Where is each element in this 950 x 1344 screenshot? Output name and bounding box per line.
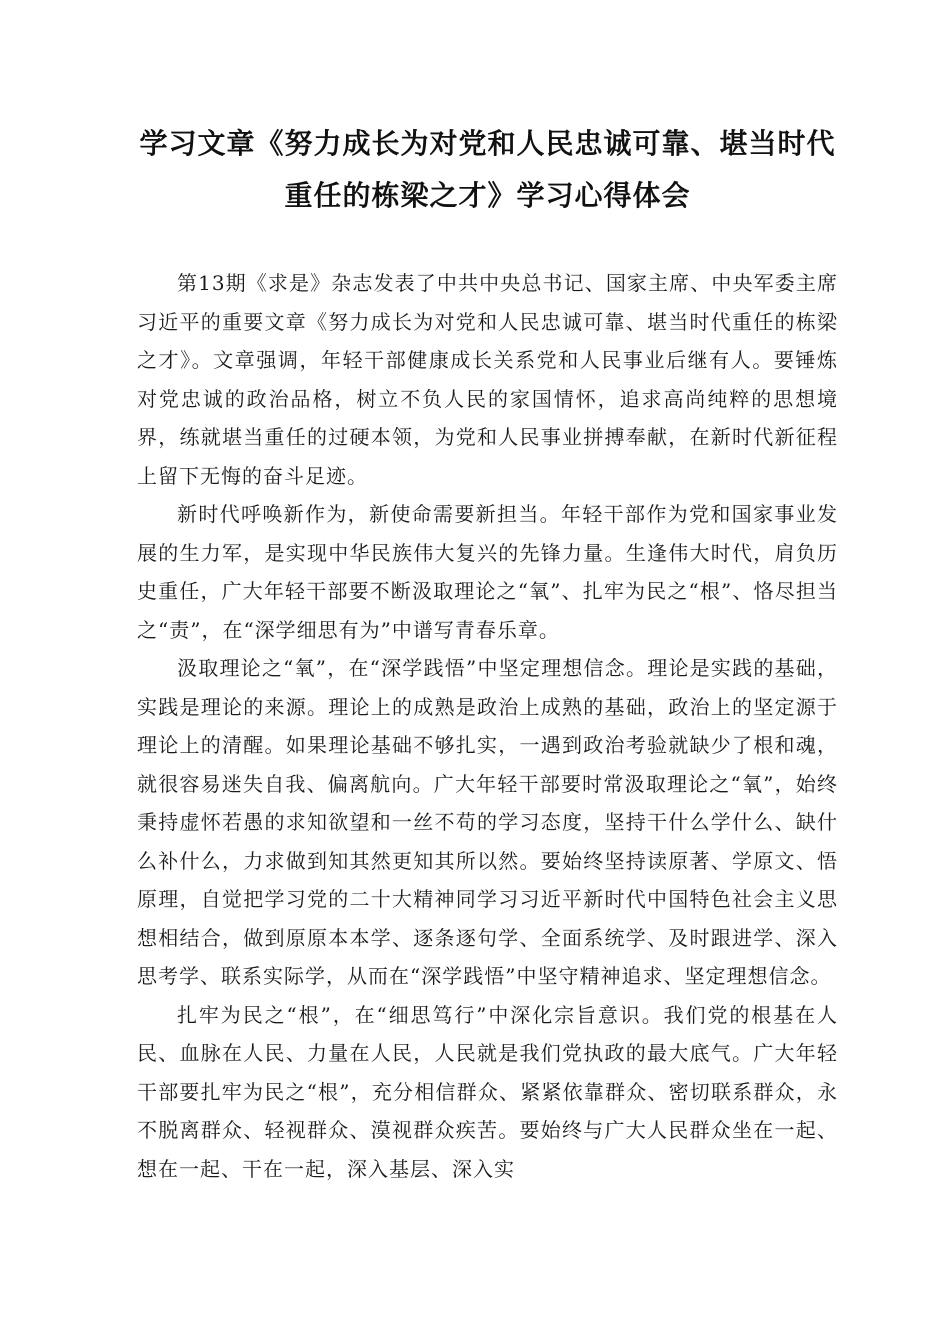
document-title bbox=[137, 118, 838, 222]
paragraph-1: 第13期《求是》杂志发表了中共中央总书记、国家主席、中央军委主席习近平的重要文章《努力成长为对党和人民忠诚可靠、堪当时代重任的栋梁之才》。文章强调，年轻干部健康成长关系党和人民事业后继有人。要锤炼对党忠诚的政治品格，树立不负人民的家国情怀，追求高尚纯粹的思想境界，练就堪当重任的过硬本领，为党和人民事业拼搏奉献，在新时代新征程上留下无悔的奋斗足迹。 bbox=[137, 271, 838, 488]
title-line-2: 重任的栋梁之才》学习心得体会 bbox=[284, 179, 691, 212]
paragraph-4: 扎牢为民之“根”，在“细思笃行”中深化宗旨意识。我们党的根基在人民、血脉在人民、力量在人民，人民就是我们党执政的最大底气。广大年轻干部要扎牢为民之“根”，充分相信群众、紧紧依靠群众、密切联系群众，永不脱离群众、轻视群众、漠视群众疾苦。要始终与广大人民群众坐在一起、想在一起、干在一起，深入基层、深入实 bbox=[137, 1002, 838, 1181]
paragraph-2: 新时代呼唤新作为，新使命需要新担当。年轻干部作为党和国家事业发展的生力军，是实现中华民族伟大复兴的先锋力量。生逢伟大时代，肩负历史重任，广大年轻干部要不断汲取理论之“氧”、扎牢为民之“根”、恪尽担当之“责”，在“深学细思有为”中谱写青春乐章。 bbox=[137, 502, 838, 642]
title-line-1: 学习文章《努力成长为对党和人民忠诚可靠、堪当时代 bbox=[139, 127, 836, 160]
paragraph-3: 汲取理论之“氧”，在“深学践悟”中坚定理想信念。理论是实践的基础，实践是理论的来源。理论上的成熟是政治上成熟的基础，政治上的坚定源于理论上的清醒。如果理论基础不够扎实，一遇到政治考验就缺少了根和魂，就很容易迷失自我、偏离航向。广大年轻干部要时常汲取理论之“氧”，始终秉持虚怀若愚的求知欲望和一丝不苟的学习态度，坚持干什么学什么、缺什么补什么，力求做到知其然更知其所以然。要始终坚持读原著、学原文、悟原理，自觉把学习党的二十大精神同学习习近平新时代中国特色社会主义思想相结合，做到原原本本学、逐条逐句学、全面系统学、及时跟进学、深入思考学、联系实际学，从而在“深学践悟”中坚守精神追求、坚定理想信念。 bbox=[137, 656, 838, 988]
document-body bbox=[137, 264, 838, 1188]
